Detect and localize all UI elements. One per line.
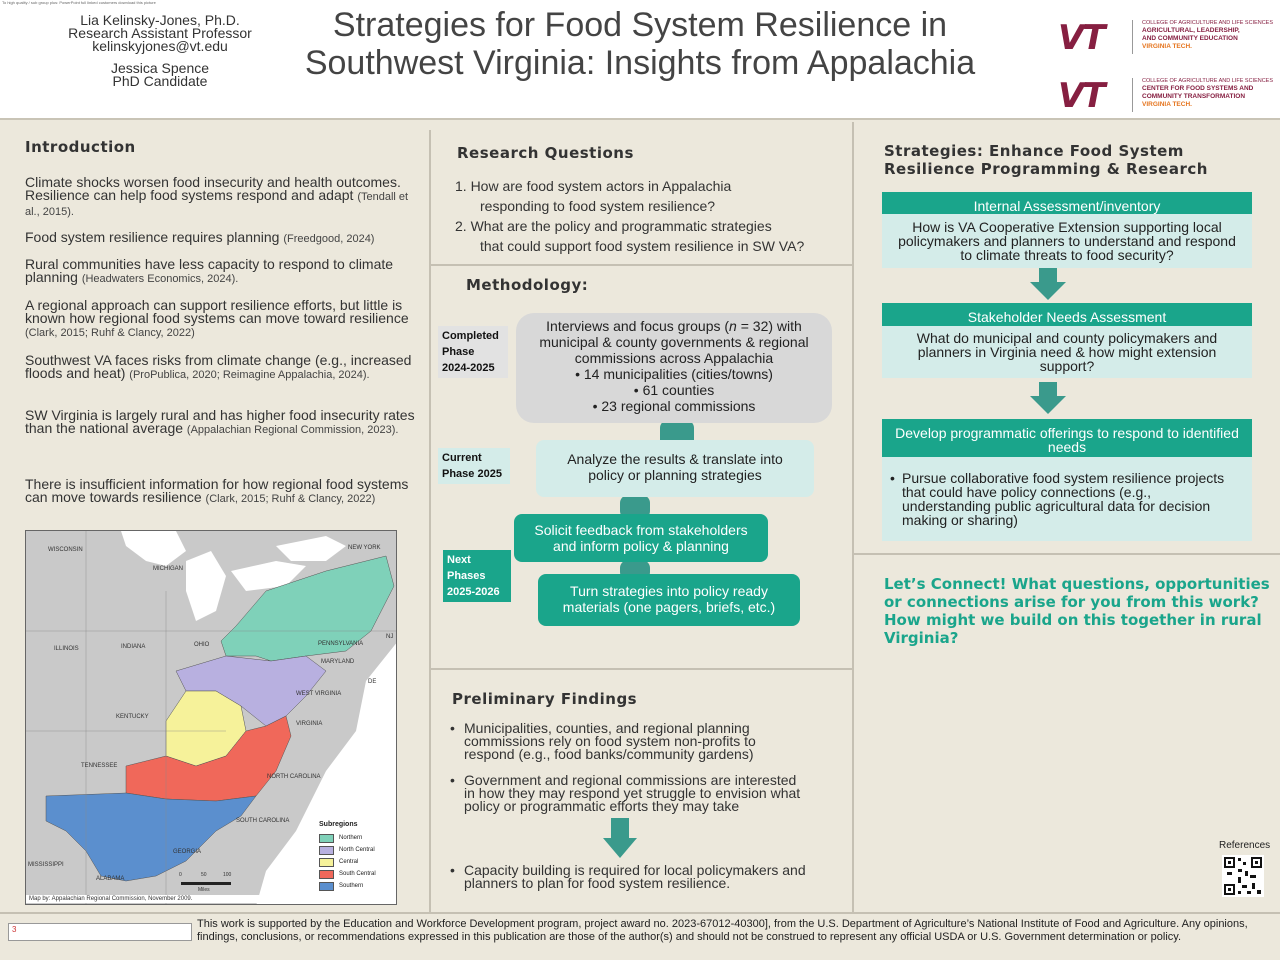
step-interviews: Interviews and focus groups (n = 32) with municipal & county governments & regional commissions across Appalachia • 14 municipalities (cities/towns) • 61 counties • 23 regional commissions	[516, 313, 832, 423]
vt-logo-mark: VT	[1058, 76, 1104, 116]
intro-paragraph: A regional approach can support resilience efforts, but little is known how regional food systems can move toward resilience (Clark, 2015; Ruhf & Clancy, 2022)	[25, 297, 409, 339]
scale-unit: Miles	[198, 887, 210, 893]
intro-heading: Introduction	[25, 138, 136, 156]
map-label: ALABAMA	[96, 876, 125, 882]
map-label: VIRGINIA	[296, 721, 323, 727]
legend-item: Central	[319, 857, 387, 869]
map-label: KENTUCKY	[116, 714, 149, 720]
down-arrow-icon	[1030, 268, 1066, 300]
phase-next-label: Next Phases 2025-2026	[443, 550, 511, 602]
phase-current-label: Current Phase 2025	[438, 448, 510, 484]
methodology-heading: Methodology:	[466, 276, 589, 294]
map-label: MARYLAND	[321, 659, 355, 665]
logo-separator	[1132, 78, 1133, 112]
map-label: PENNSYLVANIA	[318, 641, 364, 647]
row-divider	[429, 668, 853, 670]
footer-input-field[interactable]: 3	[8, 923, 192, 941]
column-divider	[429, 130, 431, 912]
findings-heading: Preliminary Findings	[452, 690, 638, 708]
vt-logo-cfsct	[1058, 76, 1273, 116]
poster-title	[270, 6, 1010, 82]
map-label: NORTH CAROLINA	[267, 774, 321, 780]
map-label: WISCONSIN	[48, 547, 83, 553]
research-question: 2. What are the policy and programmatic strategies that could support food system resilience in SW VA?	[455, 218, 805, 254]
legend-title: Subregions	[319, 821, 358, 828]
references-label: References	[1219, 840, 1271, 851]
map-label: GEORGIA	[173, 849, 202, 855]
finding-item: • Municipalities, counties, and regional planning commissions rely on food system non-profits to respond (e.g., food banks/community gardens)	[450, 720, 756, 762]
intro-paragraph: Climate shocks worsen food insecurity and health outcomes. Resilience can help food systems respond and adapt (Tendall et al., 2015).	[25, 174, 409, 218]
logo-text: COLLEGE OF AGRICULTURE AND LIFE SCIENCES AGRICULTURAL, LEADERSHIP, AND COMMUNITY EDUCATION VIRGINIA TECH.	[1142, 20, 1274, 50]
author-role: PhD Candidate	[112, 73, 208, 89]
row-divider	[853, 553, 1280, 555]
down-arrow-icon	[1030, 382, 1066, 414]
logo-text: COLLEGE OF AGRICULTURE AND LIFE SCIENCES CENTER FOR FOOD SYSTEMS AND COMMUNITY TRANSFORMATION VIRGINIA TECH.	[1142, 78, 1274, 108]
strategy-internal-assessment-title: Internal Assessment/inventory	[882, 192, 1252, 214]
map-legend	[319, 821, 387, 893]
title-line: Strategies for Food System Resilience in	[332, 6, 948, 44]
legend-item: Northern	[319, 833, 387, 845]
intro-paragraph: Rural communities have less capacity to respond to climate planning (Headwaters Economics, 2024).	[25, 256, 394, 285]
tiny-note: To high quality / sub group plus: PowerPoint full linked customers download this picture	[2, 0, 156, 5]
row-divider	[429, 264, 853, 266]
map-credit: Map by: Appalachian Regional Commission, November 2009.	[26, 895, 397, 903]
poster-header	[0, 0, 1280, 120]
author-role: Research Assistant Professor	[68, 25, 252, 41]
vt-logo-mark: VT	[1058, 18, 1104, 58]
down-arrow-icon	[603, 818, 637, 858]
author-name: Lia Kelinsky-Jones, Ph.D.	[80, 12, 240, 28]
strategy-needs-assessment-body: What do municipal and county policymakers and planners in Virginia need & how might extension support?	[882, 326, 1252, 378]
title-line: Southwest Virginia: Insights from Appalachia	[304, 44, 976, 82]
lets-connect-callout: Let’s Connect! What questions, opportunities or connections arise for you from this work? How might we build on this together in rural Virginia?	[884, 575, 1270, 647]
author-block-secondary	[40, 62, 280, 88]
intro-paragraph: SW Virginia is largely rural and has higher food insecurity rates than the national average (Appalachian Regional Commission, 2023).	[25, 407, 415, 436]
author-block-primary	[40, 14, 280, 53]
phase-completed-label: Completed Phase 2024-2025	[438, 326, 508, 378]
strategy-programmatic-title: Develop programmatic offerings to respond to identified needs	[882, 419, 1252, 457]
map-label: INDIANA	[121, 644, 146, 650]
map-label: NJ	[386, 634, 394, 640]
map-label: WEST VIRGINIA	[296, 691, 342, 697]
vt-logo-alce	[1058, 18, 1273, 58]
map-label: NEW YORK	[348, 545, 381, 551]
finding-item: • Government and regional commissions are interested in how they may respond yet struggle to envision what policy or programmatic efforts they may take	[450, 772, 801, 814]
map-label: MICHIGAN	[153, 566, 183, 572]
strategy-internal-assessment-body: How is VA Cooperative Extension supporting local policymakers and planners to understand and respond to climate threats to food security?	[882, 214, 1252, 268]
appalachia-subregions-map	[25, 530, 397, 905]
step-solicit-feedback: Solicit feedback from stakeholders and inform policy & planning	[514, 514, 768, 562]
logo-separator	[1132, 20, 1133, 54]
author-name: Jessica Spence	[110, 60, 210, 76]
step-policy-materials: Turn strategies into policy ready materials (one pagers, briefs, etc.)	[538, 574, 800, 626]
strategy-needs-assessment-title: Stakeholder Needs Assessment	[882, 303, 1252, 326]
legend-item: South Central	[319, 869, 387, 881]
scale-tick: 50	[201, 872, 207, 878]
map-label: DE	[368, 679, 377, 685]
intro-paragraph: There is insufficient information for how regional food systems can move towards resilience (Clark, 2015; Ruhf & Clancy, 2022)	[25, 476, 409, 505]
strategy-programmatic-body: • Pursue collaborative food system resilience projects that could have policy connections (e.g., understanding public agricultural data for decision making or sharing)	[882, 457, 1252, 541]
research-question: 1. How are food system actors in Appalachia responding to food system resilience?	[455, 178, 732, 214]
finding-item: • Capacity building is required for local policymakers and planners to plan for food system resilience.	[450, 862, 806, 891]
scale-tick: 100	[223, 872, 232, 878]
author-email[interactable]: kelinskyjones@vt.edu	[92, 38, 228, 54]
map-label: TENNESSEE	[81, 763, 118, 769]
map-label: SOUTH CAROLINA	[236, 818, 290, 824]
intro-paragraph: Southwest VA faces risks from climate change (e.g., increased floods and heat) (ProPublica, 2020; Reimagine Appalachia, 2024).	[25, 352, 412, 381]
step-analyze: Analyze the results & translate into policy or planning strategies	[536, 440, 814, 497]
research-heading: Research Questions	[457, 144, 634, 162]
column-divider	[852, 122, 854, 912]
intro-paragraph: Food system resilience requires planning (Freedgood, 2024)	[25, 229, 375, 245]
strategies-heading: Strategies: Enhance Food System Resilience Programming & Research	[884, 142, 1208, 178]
funding-acknowledgement: This work is supported by the Education and Workforce Development program, project award no. 2023-67012-40300], from the U.S. Department of Agriculture’s National Institute of Food and Agriculture. Any opinions, findings, conclusions, or recommendations expressed in this publication are those of the author(s) and should not be construed to represent any official USDA or U.S. Government determination or policy.	[197, 918, 1248, 943]
qr-code-icon[interactable]	[1222, 855, 1264, 897]
footer-divider	[0, 912, 1280, 914]
legend-item: North Central	[319, 845, 387, 857]
legend-item: Southern	[319, 881, 387, 893]
scale-tick: 0	[179, 872, 182, 878]
map-label: OHIO	[194, 642, 210, 648]
map-label: MISSISSIPPI	[28, 862, 64, 868]
map-label: ILLINOIS	[54, 646, 79, 652]
